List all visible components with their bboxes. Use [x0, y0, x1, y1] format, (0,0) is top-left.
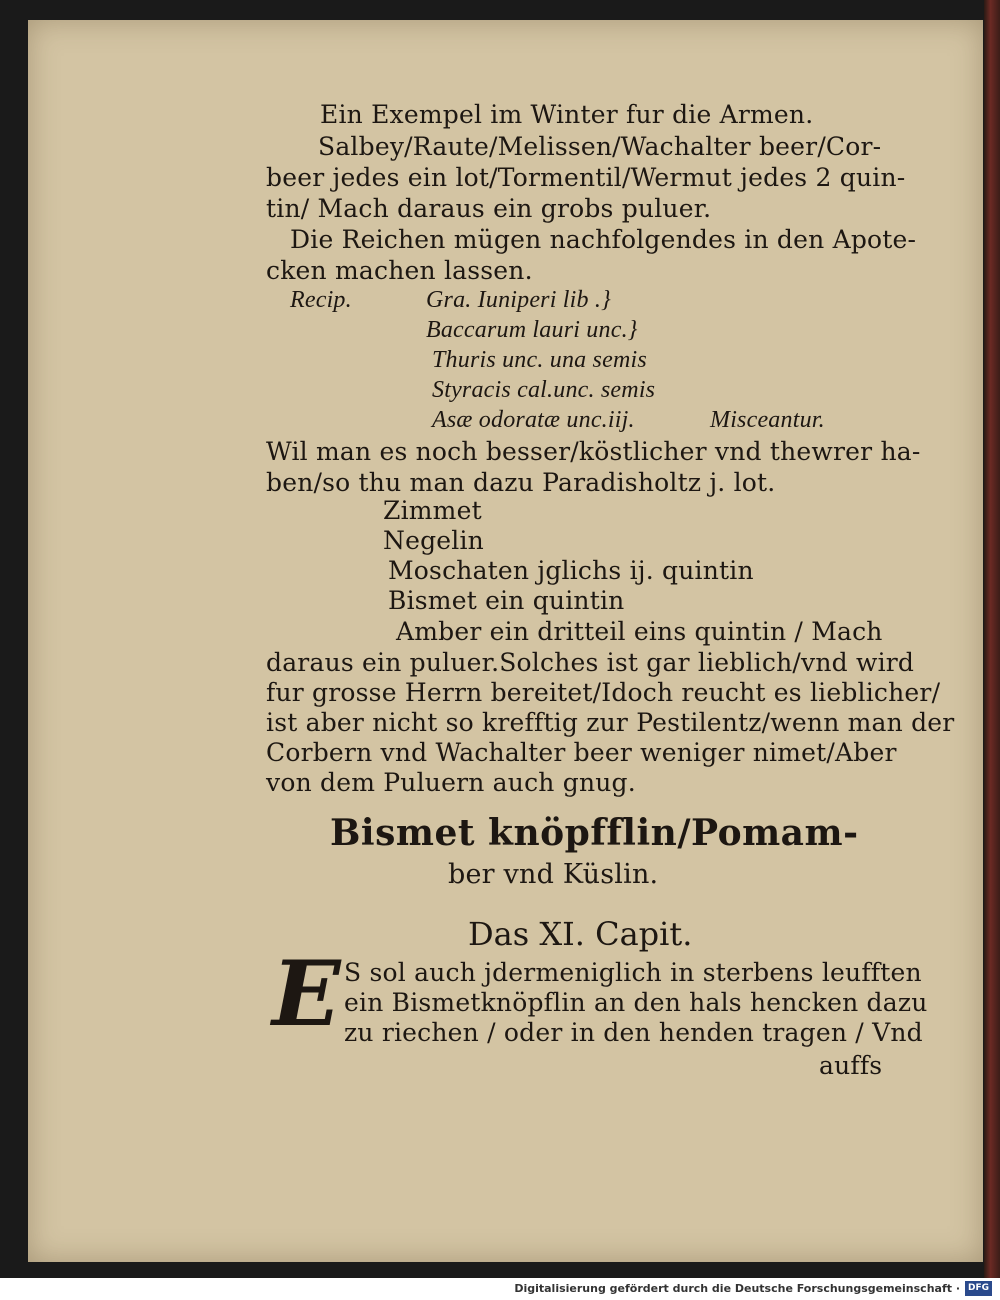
text-line: tin/ Mach daraus ein grobs puluer. — [266, 194, 712, 223]
spice-line: Negelin — [383, 526, 484, 555]
text-line: daraus ein puluer.Solches ist gar lieblich/vnd wird — [266, 648, 915, 677]
book-edge — [984, 0, 1000, 1278]
text-line: Ein Exempel im Winter fur die Armen. — [320, 100, 814, 129]
recipe-line: Thuris unc. una semis — [432, 347, 647, 373]
spice-line: Bismet ein quintin — [388, 586, 625, 615]
recipe-line: Asæ odoratæ unc.iij. — [432, 407, 635, 433]
text-line: fur grosse Herrn bereitet/Idoch reucht es lieblicher/ — [266, 678, 941, 707]
text-line: zu riechen / oder in den henden tragen / Vnd — [344, 1018, 923, 1047]
recipe-line: Gra. Iuniperi lib .} — [426, 287, 611, 313]
text-line: cken machen lassen. — [266, 256, 533, 285]
spice-line: Zimmet — [383, 496, 482, 525]
text-line: S sol auch jdermeniglich in sterbens leufften — [344, 958, 922, 987]
section-heading: Bismet knöpfflin/Pomam- — [330, 812, 859, 854]
dfg-logo-icon[interactable]: DFG — [965, 1281, 992, 1296]
spice-line: Moschaten jglichs ij. quintin — [388, 556, 754, 585]
text-line: beer jedes ein lot/Tormentil/Wermut jedes 2 quin- — [266, 163, 906, 192]
recipe-label: Recip. — [290, 287, 352, 313]
footer-bar — [0, 1278, 1000, 1300]
text-line: ben/so thu man dazu Paradisholtz j. lot. — [266, 468, 776, 497]
text-line: ein Bismetknöpflin an den hals hencken dazu — [344, 988, 928, 1017]
drop-capital: E — [272, 941, 341, 1047]
book-page — [28, 20, 983, 1262]
text-line: von dem Puluern auch gnug. — [266, 768, 636, 797]
catchword: auffs — [819, 1051, 883, 1080]
text-line: Wil man es noch besser/köstlicher vnd thewrer ha- — [266, 437, 921, 466]
text-line: Die Reichen mügen nachfolgendes in den Apote- — [290, 225, 917, 254]
text-line: Corbern vnd Wachalter beer weniger nimet/Aber — [266, 738, 897, 767]
spice-line: Amber ein dritteil eins quintin / Mach — [396, 617, 883, 646]
recipe-line: Styracis cal.unc. semis — [432, 377, 656, 403]
text-line: ist aber nicht so krefftig zur Pestilentz/wenn man der — [266, 708, 955, 737]
text-line: Salbey/Raute/Melissen/Wachalter beer/Cor- — [318, 132, 882, 161]
chapter-title: Das XI. Capit. — [468, 915, 693, 953]
misceantur-label: Misceantur. — [710, 407, 825, 433]
section-heading-line2: ber vnd Küslin. — [448, 859, 659, 890]
footer-credit: Digitalisierung gefördert durch die Deutsche Forschungsgemeinschaft · — [514, 1282, 960, 1295]
recipe-line: Baccarum lauri unc.} — [426, 317, 638, 343]
